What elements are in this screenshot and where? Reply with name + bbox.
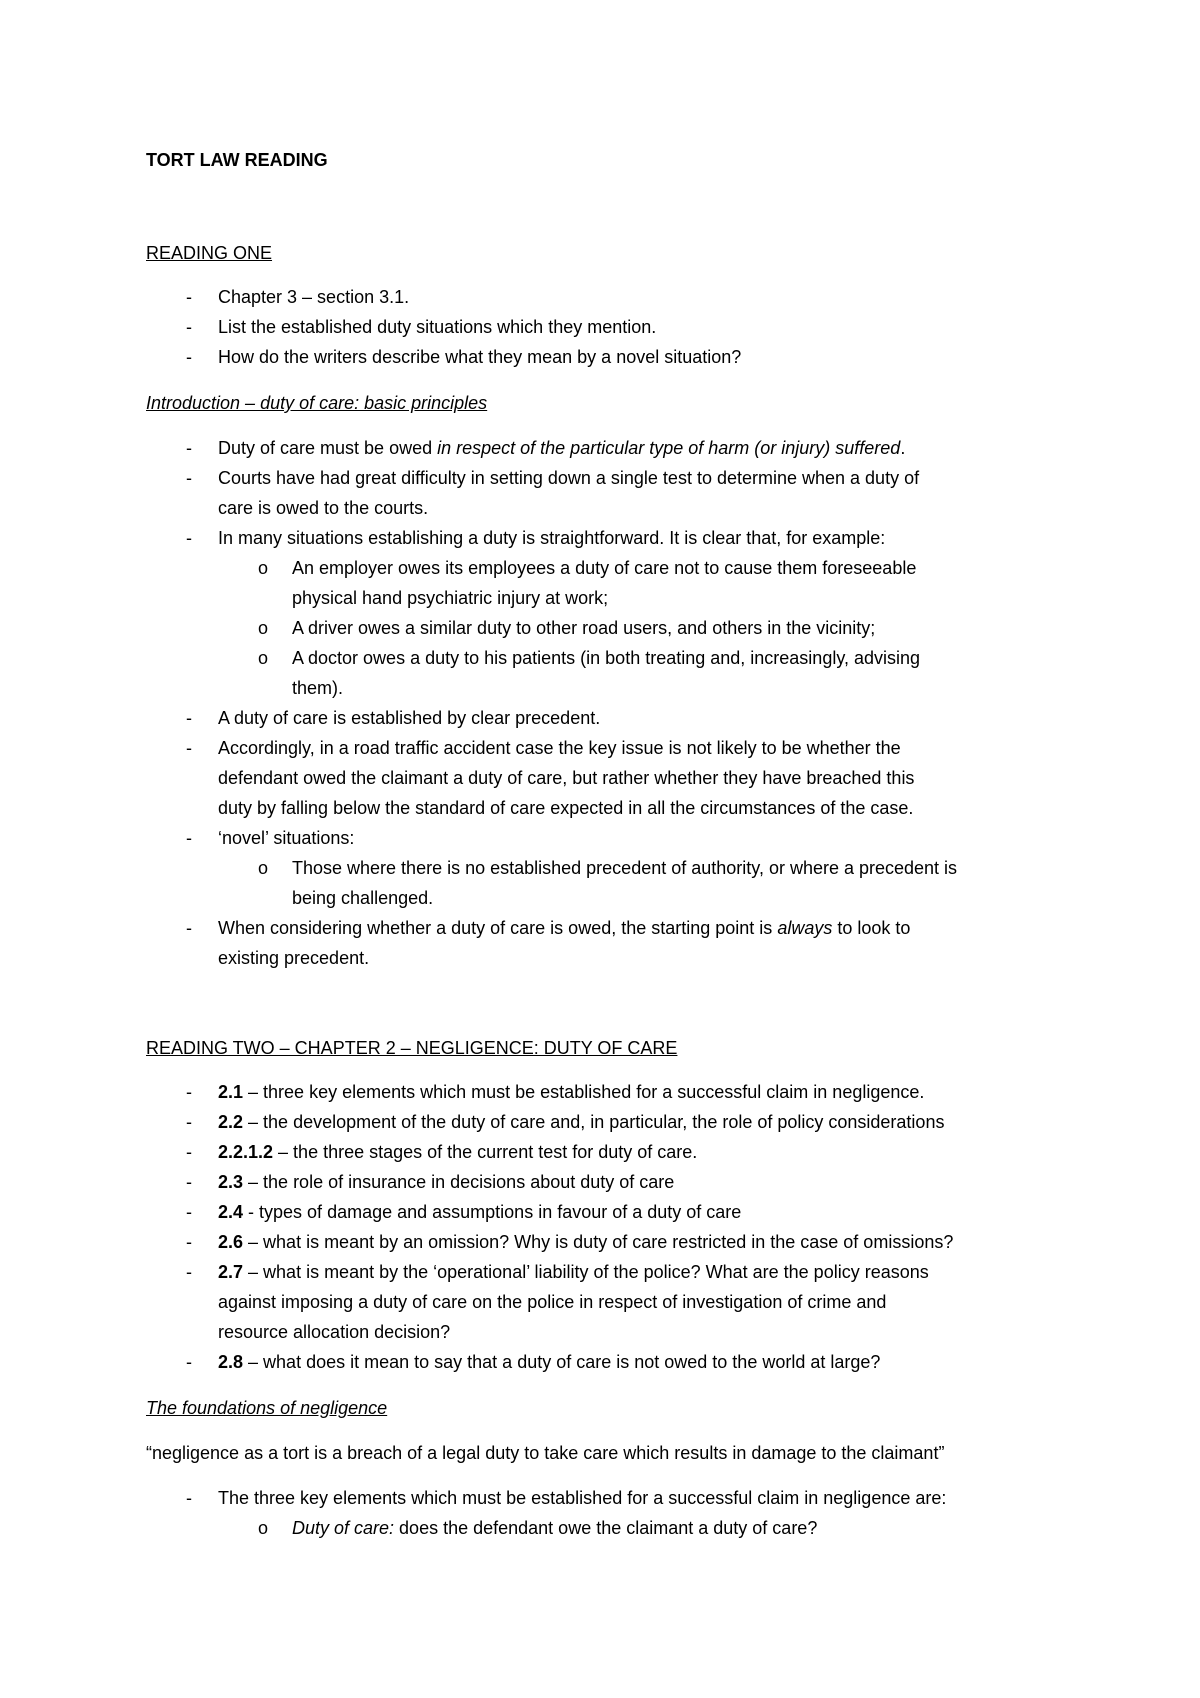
sub-bullet-marker: o [258, 648, 269, 668]
foundations-heading: The foundations of negligence [146, 1398, 388, 1418]
foundations-bullet-1: The three key elements which must be established for a successful claim in negligence are: [218, 1488, 947, 1508]
dash-bullet: - [186, 1142, 192, 1162]
reading-two-item [218, 1350, 880, 1374]
sub-bullet-2: A driver owes a similar duty to other road users, and others in the vicinity; [292, 618, 876, 638]
text-run: - types of damage and assumptions in favour of a duty of care [243, 1202, 742, 1222]
dash-bullet: - [186, 468, 192, 488]
dash-bullet: - [186, 317, 192, 337]
reading-two-item [218, 1260, 929, 1284]
dash-bullet: - [186, 1488, 192, 1508]
text-run: . [900, 438, 906, 458]
reading-one-heading: READING ONE [146, 243, 273, 263]
intro-bullet-7-line-1 [218, 916, 910, 940]
reading-two-item [218, 1200, 741, 1224]
dash-bullet: - [186, 1082, 192, 1102]
reading-two-item [218, 1110, 944, 1134]
text-run: Duty of care must be owed [218, 438, 438, 458]
intro-bullet-4: A duty of care is established by clear precedent. [218, 708, 601, 728]
dash-bullet: - [186, 438, 192, 458]
text-run: – the development of the duty of care and, in particular, the role of policy considerations [243, 1112, 945, 1132]
sub-bullet-marker: o [258, 558, 269, 578]
reading-two-heading: READING TWO – CHAPTER 2 – NEGLIGENCE: DUTY OF CARE [146, 1038, 678, 1058]
sub-bullet-marker: o [258, 1518, 269, 1538]
text-run: to look to [832, 918, 911, 938]
italic-text: in respect of the particular type of harm (or injury) suffered [437, 438, 901, 458]
dash-bullet: - [186, 1172, 192, 1192]
text-run: – what is meant by the ‘operational’ liability of the police? What are the policy reasons [243, 1262, 929, 1282]
section-number: 2.8 [218, 1352, 244, 1372]
section-number: 2.2 [218, 1112, 244, 1132]
text-run: When considering whether a duty of care is owed, the starting point is [218, 918, 778, 938]
text-run: – the role of insurance in decisions about duty of care [243, 1172, 675, 1192]
section-number: 2.4 [218, 1202, 244, 1222]
dash-bullet: - [186, 828, 192, 848]
sub-bullet-marker: o [258, 858, 269, 878]
intro-bullet-3: In many situations establishing a duty is straightforward. It is clear that, for example: [218, 528, 886, 548]
intro-bullet-2-line-2: care is owed to the courts. [218, 498, 429, 518]
list-item-text: How do the writers describe what they mean by a novel situation? [218, 347, 742, 367]
intro-bullet-7-line-2: existing precedent. [218, 948, 370, 968]
section-number: 2.3 [218, 1172, 244, 1192]
reading-two-item [218, 1080, 924, 1104]
intro-bullet-1 [218, 436, 905, 460]
intro-bullet-5-line-1: Accordingly, in a road traffic accident case the key issue is not likely to be whether the [218, 738, 901, 758]
list-item-text: List the established duty situations which they mention. [218, 317, 657, 337]
dash-bullet: - [186, 918, 192, 938]
sub-bullet-3-line-2: them). [292, 678, 344, 698]
text-run: – what does it mean to say that a duty of care is not owed to the world at large? [243, 1352, 881, 1372]
sub-bullet-3-line-1: A doctor owes a duty to his patients (in both treating and, increasingly, advising [292, 648, 921, 668]
section-number: 2.7 [218, 1262, 244, 1282]
intro-bullet-2-line-1: Courts have had great difficulty in setting down a single test to determine when a duty of [218, 468, 920, 488]
intro-heading: Introduction – duty of care: basic principles [146, 393, 488, 413]
definition-quote: “negligence as a tort is a breach of a legal duty to take care which results in damage to the claimant” [146, 1443, 945, 1463]
text-run: – the three stages of the current test for duty of care. [273, 1142, 698, 1162]
dash-bullet: - [186, 1112, 192, 1132]
dash-bullet: - [186, 287, 192, 307]
reading-two-item [218, 1230, 953, 1254]
document-title: TORT LAW READING [146, 150, 328, 170]
dash-bullet: - [186, 528, 192, 548]
sub-bullet-4-line-2: being challenged. [292, 888, 434, 908]
dash-bullet: - [186, 347, 192, 367]
dash-bullet: - [186, 1352, 192, 1372]
section-number: 2.2.1.2 [218, 1142, 274, 1162]
sub-bullet-marker: o [258, 618, 269, 638]
intro-bullet-6: ‘novel’ situations: [218, 828, 355, 848]
sub-bullet-1-line-2: physical hand psychiatric injury at work; [292, 588, 609, 608]
italic-text: always [777, 918, 833, 938]
reading-two-item [218, 1140, 697, 1164]
text-run: does the defendant owe the claimant a duty of care? [394, 1518, 818, 1538]
reading-two-item-continuation: resource allocation decision? [218, 1322, 451, 1342]
italic-text: Duty of care: [292, 1518, 395, 1538]
list-item-text: Chapter 3 – section 3.1. [218, 287, 410, 307]
reading-two-item [218, 1170, 674, 1194]
dash-bullet: - [186, 738, 192, 758]
sub-bullet-1-line-1: An employer owes its employees a duty of care not to cause them foreseeable [292, 558, 917, 578]
text-run: – what is meant by an omission? Why is duty of care restricted in the case of omissions? [243, 1232, 954, 1252]
foundations-sub-bullet-1 [292, 1516, 817, 1540]
dash-bullet: - [186, 1232, 192, 1252]
section-number: 2.6 [218, 1232, 244, 1252]
dash-bullet: - [186, 708, 192, 728]
section-number: 2.1 [218, 1082, 244, 1102]
text-run: – three key elements which must be established for a successful claim in negligence. [243, 1082, 925, 1102]
dash-bullet: - [186, 1202, 192, 1222]
intro-bullet-5-line-2: defendant owed the claimant a duty of care, but rather whether they have breached this [218, 768, 915, 788]
reading-two-item-continuation: against imposing a duty of care on the police in respect of investigation of crime and [218, 1292, 887, 1312]
sub-bullet-4-line-1: Those where there is no established precedent of authority, or where a precedent is [292, 858, 958, 878]
intro-bullet-5-line-3: duty by falling below the standard of care expected in all the circumstances of the case. [218, 798, 914, 818]
dash-bullet: - [186, 1262, 192, 1282]
